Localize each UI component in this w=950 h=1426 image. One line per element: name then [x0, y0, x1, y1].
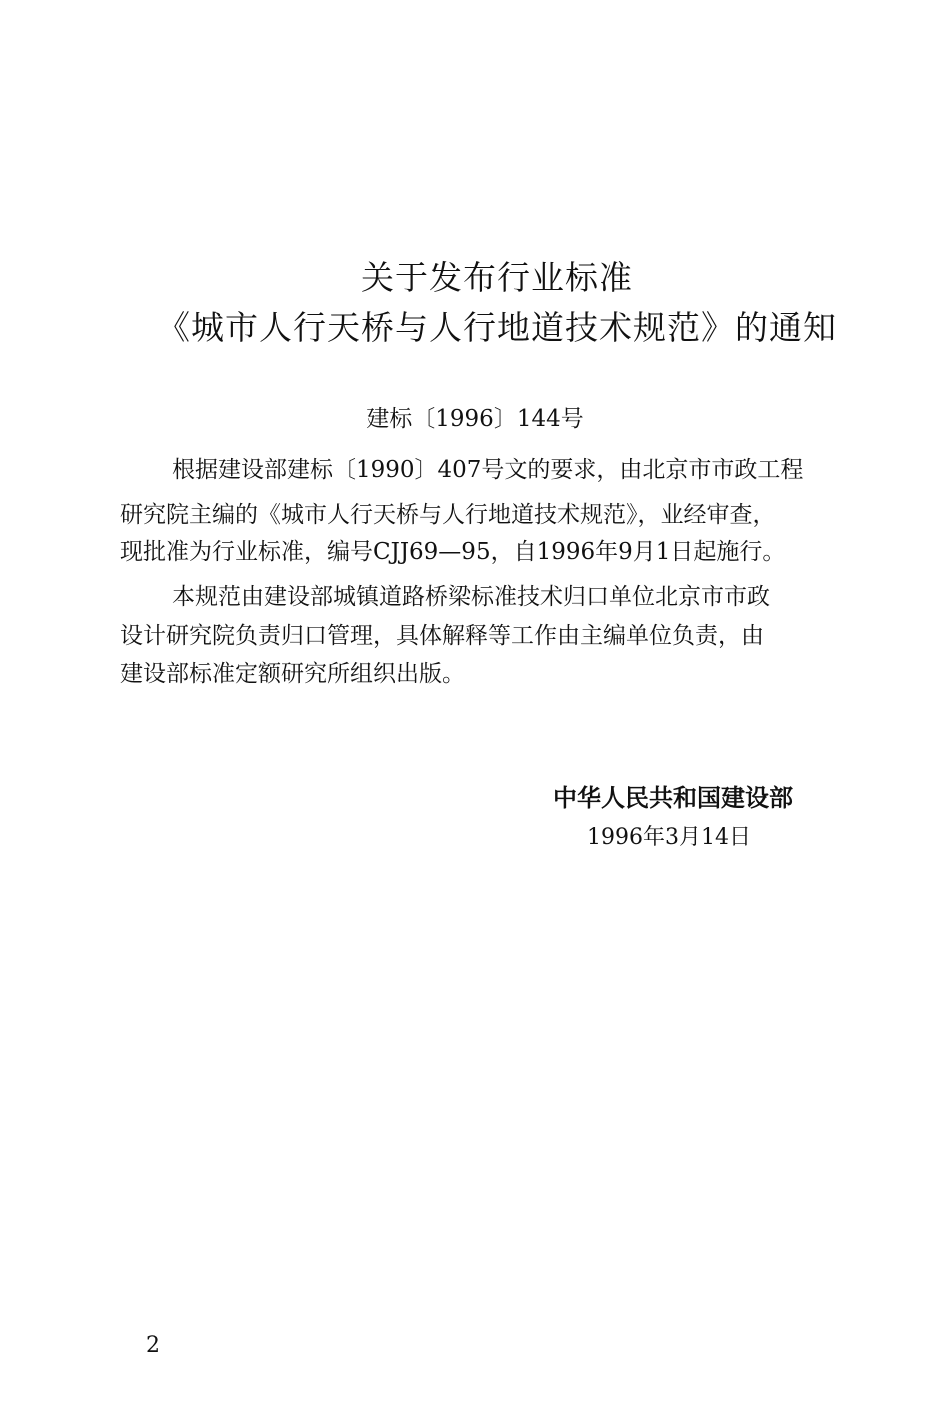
body-paragraph-1-line-3: 现批准为行业标准，编号CJJ69—95，自1996年9月1日起施行。	[120, 539, 786, 565]
body-paragraph-1-line-2: 研究院主编的《城市人行天桥与人行地道技术规范》，业经审查，	[120, 502, 776, 528]
title-line-2: 《城市人行天桥与人行地道技术规范》的通知	[157, 308, 837, 347]
body-paragraph-2-line-3: 建设部标准定额研究所组织出版。	[120, 661, 465, 687]
signature-date: 1996年3月14日	[587, 825, 751, 850]
body-paragraph-2-line-2: 设计研究院负责归口管理，具体解释等工作由主编单位负责，由	[120, 623, 764, 649]
title-line-1: 关于发布行业标准	[361, 258, 633, 297]
page-number: 2	[146, 1333, 160, 1358]
body-paragraph-1-line-1: 根据建设部建标〔1990〕407号文的要求，由北京市市政工程	[172, 457, 804, 483]
document-number: 建标〔1996〕144号	[366, 406, 584, 432]
body-paragraph-2-line-1: 本规范由建设部城镇道路桥梁标准技术归口单位北京市市政	[172, 584, 770, 610]
signature-organization: 中华人民共和国建设部	[553, 784, 793, 812]
